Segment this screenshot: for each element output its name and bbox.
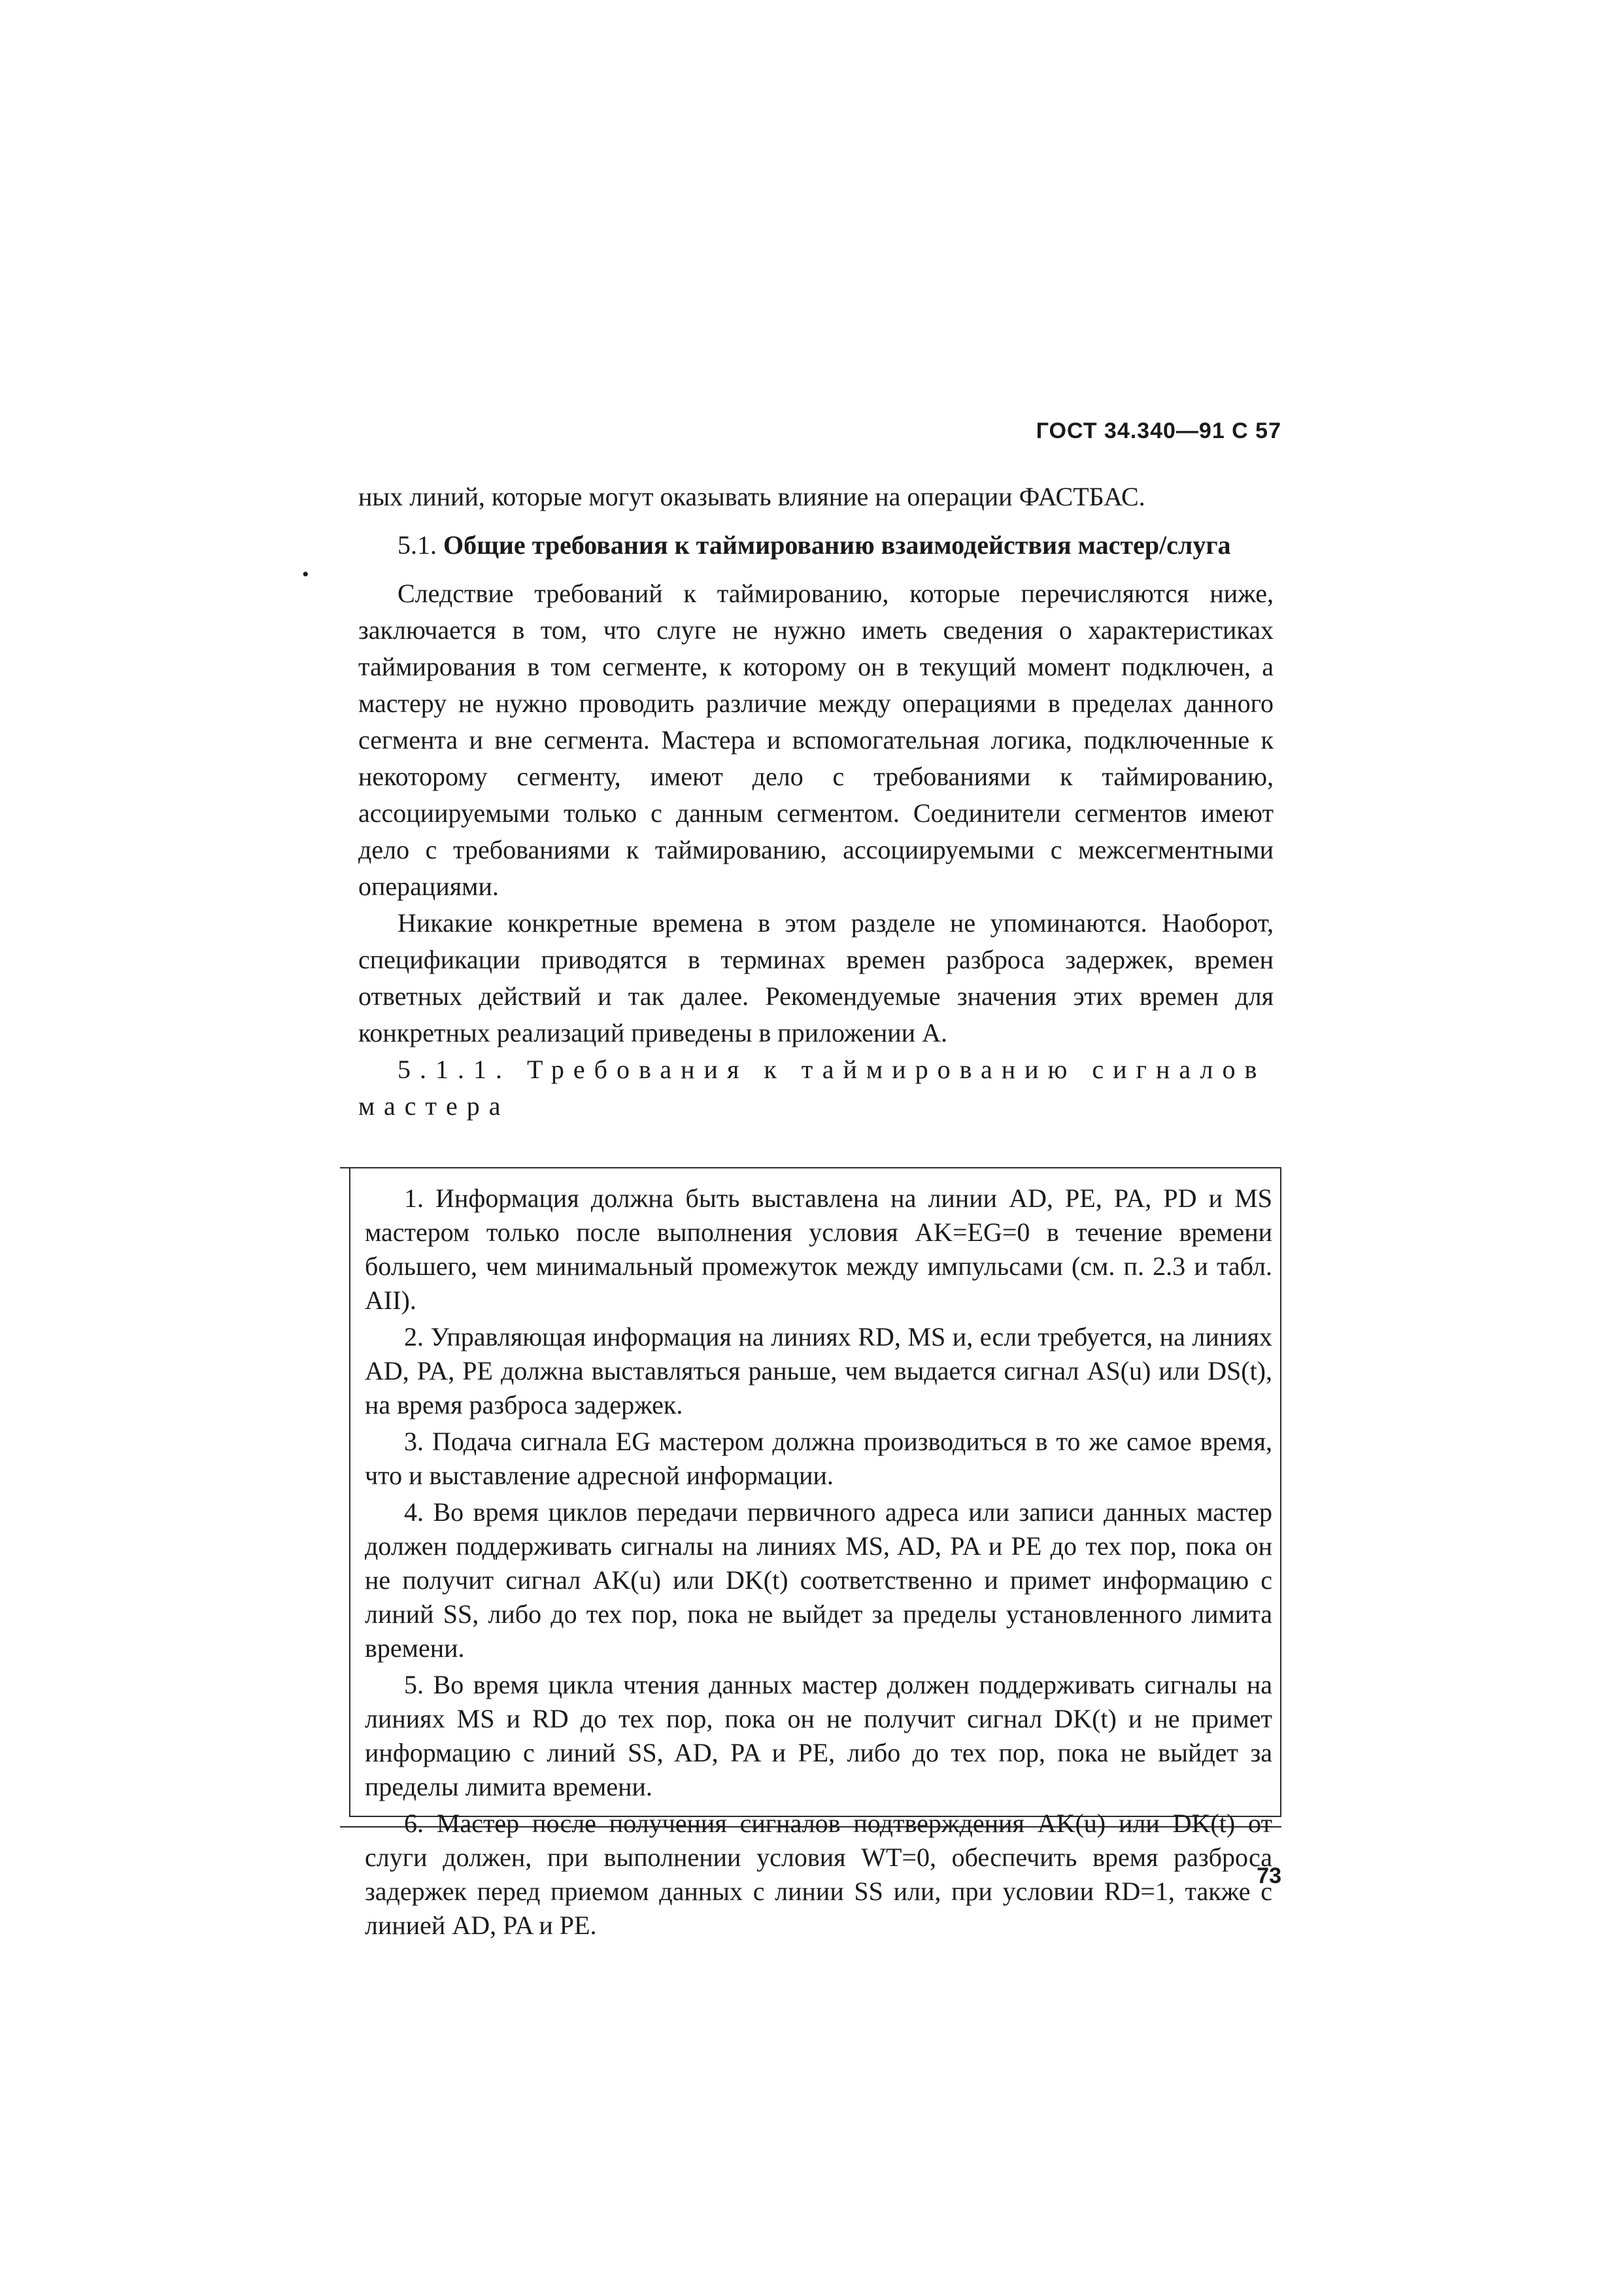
requirement-item: 4. Во время циклов передачи первичного адреса или записи данных мастер должен поддерживать сигналы на линиях MS, AD, PA и PE до тех пор, пока он не получит сигнал AK(u) или DK(t) соответственно и примет информацию с линий SS, либо до тех пор, пока не выйдет за пределы установленного лимита времени.	[365, 1497, 1272, 1663]
requirement-item: 5. Во время цикла чтения данных мастер должен поддерживать сигналы на линиях MS и RD до тех пор, пока он не получит сигнал DK(t) и не примет информацию с линий SS, AD, PA и PE, либо до тех пор, пока не выйдет за пределы лимита времени.	[365, 1670, 1273, 1801]
subsection-heading	[358, 1051, 1274, 1125]
paragraph: Следствие требований к таймированию, которые перечисляются ниже, заключается в том, что слуге не нужно иметь сведения о характеристиках таймирования в том сегменте, к которому он в текущий момент подключен, а мастеру не нужно проводить различие между операциями в пределах данного сегмента и вне сегмента. Мастера и вспомогательная логика, подключенные к некоторому сегменту, имеют дело с требованиями к таймированию, ассоциируемыми только с данным сегментом. Соединители сегментов имеют дело с требованиями к таймированию, ассоциируемыми с межсегментными операциями.	[358, 579, 1274, 901]
subsection-number: 5.1.1.	[398, 1055, 511, 1084]
page-number: 73	[1257, 1863, 1281, 1888]
margin-mark: •	[302, 564, 309, 585]
subsection-title: Требования к таймированию сигналов мастера	[358, 1055, 1266, 1121]
requirement-item: 1. Информация должна быть выставлена на линии AD, PE, PA, PD и MS мастером только после выполнения условия AK=EG=0 в течение времени большего, чем минимальный промежуток между импульсами (см. п. 2.3 и табл. AII).	[365, 1183, 1272, 1315]
requirement-item: 2. Управляющая информация на линиях RD, MS и, если требуется, на линиях AD, PA, PE должна выставляться раньше, чем выдается сигнал AS(u) или DS(t), на время разброса задержек.	[365, 1322, 1272, 1420]
section-heading	[358, 527, 1274, 564]
section-number: 5.1.	[398, 530, 437, 560]
page-header: ГОСТ 34.340—91 С 57	[1036, 418, 1281, 443]
section-title: Общие требования к таймированию взаимодействия мастер/слуга	[443, 530, 1231, 560]
paragraph: Никакие конкретные времена в этом разделе не упоминаются. Наоборот, спецификации приводятся в терминах времен разброса задержек, времен ответных действий и так далее. Рекомендуемые значения этих времен для конкретных реализаций приведены в приложении А.	[358, 908, 1274, 1047]
requirement-item: 6. Мастер после получения сигналов подтверждения AK(u) или DK(t) от слуги должен, при выполнении условия WT=0, обеспечить время разброса задержек перед приемом данных с линии SS или, при условии RD=1, также с линией AD, PA и PE.	[365, 1809, 1272, 1940]
main-text	[358, 479, 1274, 1125]
requirement-item: 3. Подача сигнала EG мастером должна производиться в то же самое время, что и выставление адресной информации.	[365, 1427, 1272, 1490]
intro-text: ных линий, которые могут оказывать влияние на операции ФАСТБАС.	[358, 482, 1145, 511]
